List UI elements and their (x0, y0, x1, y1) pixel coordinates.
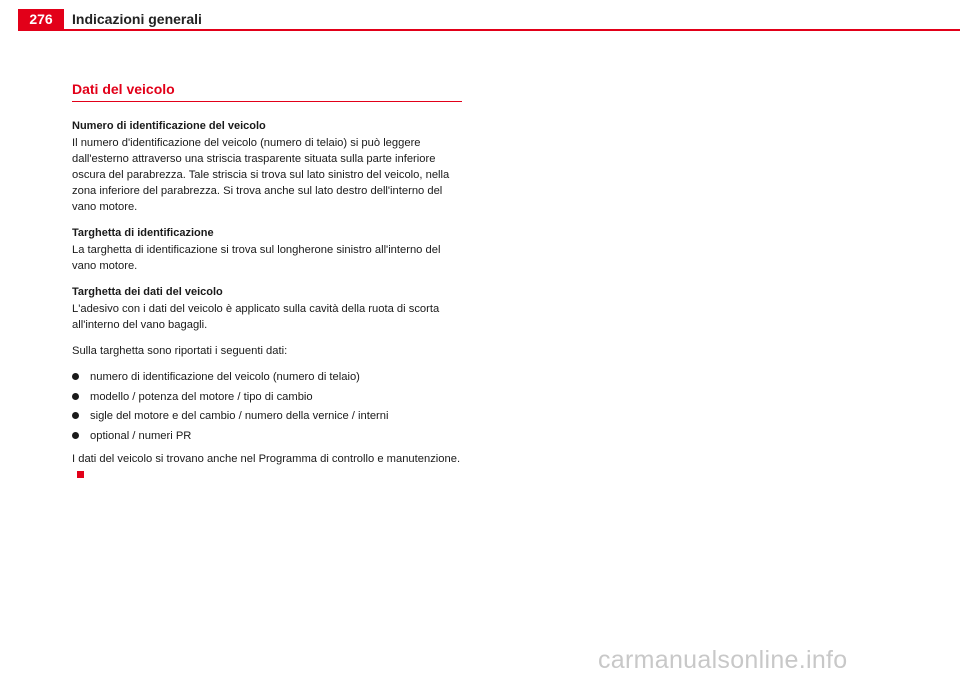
data-plate-heading: Targhetta dei dati del veicolo (72, 286, 223, 298)
page-number: 276 (18, 9, 64, 30)
vin-paragraph: Il numero d'identificazione del veicolo (numero di telaio) si può leggere dall'esterno attraverso una striscia trasparente situata sulla parte inferiore oscura del parabrezza. Tale striscia si trova sul lato sinistro del veicolo, nella zona inferiore del parabrezza. Si trova anche sul lato destro dell'interno del vano motore. (72, 137, 450, 213)
plate-heading: Targhetta di identificazione (72, 227, 214, 239)
list-item (72, 408, 462, 424)
bullet-icon (72, 373, 79, 380)
data-plate-paragraph: L'adesivo con i dati del veicolo è applicato sulla cavità della ruota di scorta all'interno del vano bagagli. (72, 303, 440, 331)
list-intro: Sulla targhetta sono riportati i seguenti dati: (72, 345, 288, 357)
watermark: carmanualsonline.info (598, 646, 848, 674)
chapter-title: Indicazioni generali (72, 11, 202, 27)
end-of-section-icon (77, 471, 84, 478)
list-item-text: optional / numeri PR (90, 429, 192, 442)
list-item (72, 389, 462, 405)
bullet-icon (72, 412, 79, 419)
list-item-text: sigle del motore e del cambio / numero della vernice / interni (90, 410, 389, 422)
page-header (0, 0, 960, 32)
list-item (72, 369, 462, 385)
vin-heading: Numero di identificazione del veicolo (72, 120, 266, 132)
list-item-text: modello / potenza del motore / tipo di cambio (90, 390, 313, 403)
data-list (72, 369, 462, 444)
header-divider (18, 29, 960, 31)
bullet-icon (72, 393, 79, 400)
list-item-text: numero di identificazione del veicolo (numero di telaio) (90, 371, 360, 383)
bullet-icon (72, 432, 79, 439)
list-item (72, 428, 462, 444)
plate-paragraph: La targhetta di identificazione si trova sul longherone sinistro all'interno del vano motore. (72, 244, 441, 272)
section-title: Dati del veicolo (72, 80, 462, 102)
main-content (72, 80, 462, 493)
closing-text: I dati del veicolo si trovano anche nel Programma di controllo e manutenzione. (72, 452, 461, 465)
closing-paragraph (72, 451, 462, 483)
